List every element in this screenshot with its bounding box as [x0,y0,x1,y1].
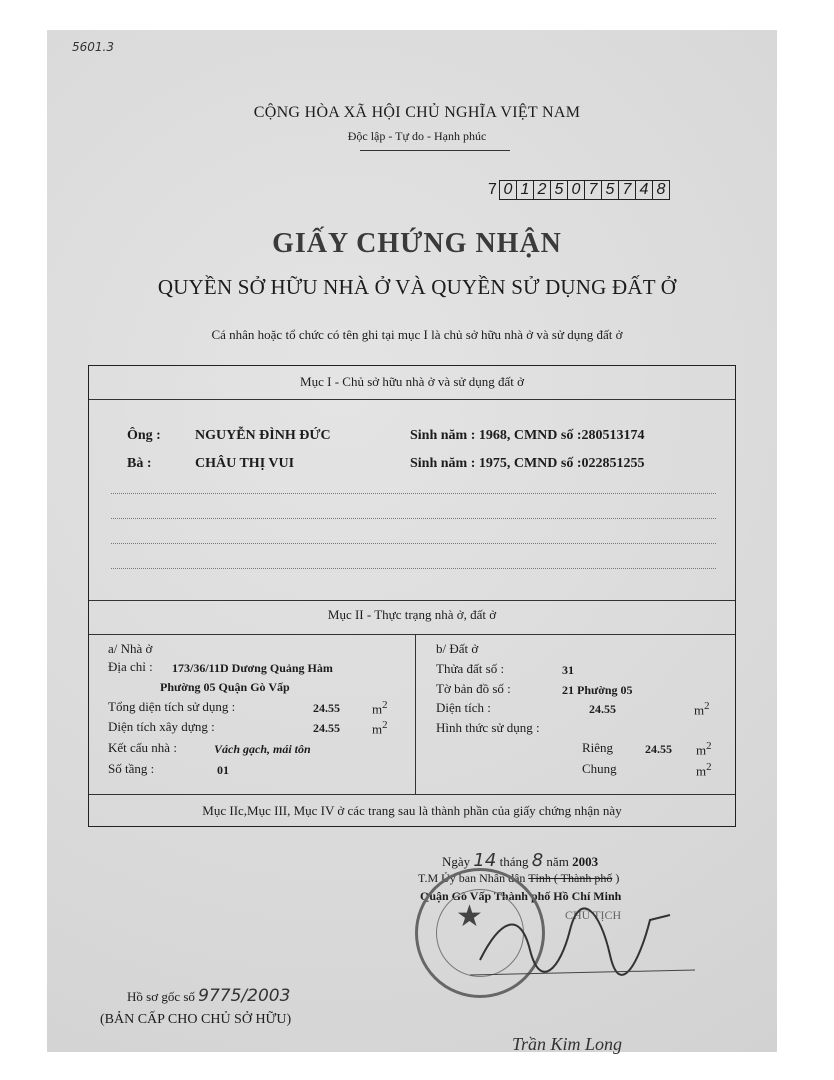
day-label: Ngày [442,854,471,869]
private-value: 24.55 [645,742,672,756]
owner2-title: Bà : [127,456,152,471]
plot-label: Thửa đất số : [436,661,505,676]
usage-label: Hình thức sử dụng : [436,720,540,735]
signer-name: Trần Kim Long [512,1034,623,1054]
owner2-info: Sinh năm : 1975, CMND số :022851255 [410,456,645,471]
area-unit: $m^2$ [696,761,712,779]
document-title: GIẤY CHỨNG NHẬN [272,228,562,259]
serial-digit: 2 [533,180,551,200]
floors-value: 01 [217,763,229,777]
authority-suffix: ) [615,871,620,885]
serial-digit: 1 [516,180,534,200]
build-area-label: Diện tích xây dựng : [108,719,215,734]
land-area-value: 24.55 [589,702,616,716]
motto: Độc lập - Tự do - Hạnh phúc [347,129,487,143]
signer-role: CHỦ TỊCH [565,908,622,922]
corner-note: 5601.3 [72,40,114,54]
unit-text: m [696,742,707,758]
year-value: 2003 [572,854,599,869]
records-label: Hồ sơ gốc số [127,989,195,1004]
map-label: Tờ bản đồ số : [436,681,511,696]
serial-number [488,180,670,200]
signature-scribble [470,900,700,980]
divider [89,600,735,601]
floors-label: Số tầng : [108,761,155,776]
serial-digit: 5 [550,180,568,200]
section1-heading: Mục I - Chủ sở hữu nhà ở và sử dụng đất ở [300,374,524,389]
section2-heading: Mục II - Thực trạng nhà ở, đất ở [327,607,497,622]
address-label: Địa chỉ : [108,659,153,674]
address-line1: 173/36/11D Dương Quảng Hàm [172,661,333,675]
plot-value: 31 [562,663,574,677]
note-text: Mục IIc,Mục III, Mục IV ở các trang sau là thành phần của giấy chứng nhận này [202,803,622,818]
owner1-name: NGUYỄN ĐÌNH ĐỨC [195,428,331,443]
year-label: năm [546,854,569,869]
divider [89,794,735,795]
total-area-label: Tổng diện tích sử dụng : [108,699,236,714]
document-subtitle: QUYỀN SỞ HỮU NHÀ Ở VÀ QUYỀN SỬ DỤNG ĐẤT Ở [157,275,677,299]
serial-digit: 0 [567,180,585,200]
land-label: b/ Đất ở [436,641,479,656]
area-unit: $m^2$ [372,719,388,737]
date-line [442,850,598,871]
unit-text: m [372,701,383,717]
divider [89,399,735,400]
owner1-info: Sinh năm : 1968, CMND số :280513174 [410,428,645,443]
structure-value: Vách gạch, mái tôn [214,742,311,756]
owner1-title: Ông : [127,428,161,443]
records-line [127,986,290,1006]
republic-header: CỘNG HÒA XÃ HỘI CHỦ NGHĨA VIỆT NAM [253,104,581,121]
records-number: 9775/2003 [198,986,291,1006]
serial-digit: 7 [584,180,602,200]
intro-text: Cá nhân hoặc tổ chức có tên ghi tại mục I là chủ sở hữu nhà ở và sử dụng đất ở [211,327,623,342]
unit-text: m [696,763,707,779]
authority-line2: Quận Gò Vấp Thành phố Hồ Chí Minh [420,889,622,903]
address-line2: Phường 05 Quận Gò Vấp [160,680,290,694]
area-unit: $m^2$ [372,699,388,717]
build-area-value: 24.55 [313,721,340,735]
authority-prefix: T.M Ủy ban Nhân dân [418,871,526,885]
land-area-label: Diện tích : [436,700,491,715]
motto-underline [360,150,510,151]
house-label: a/ Nhà ở [108,641,153,656]
total-area-value: 24.55 [313,701,340,715]
serial-digit: 0 [499,180,517,200]
serial-digit: 7 [618,180,636,200]
structure-label: Kết cấu nhà : [108,740,177,755]
serial-digit: 5 [601,180,619,200]
serial-prefix: 7 [488,181,497,198]
map-value: 21 Phường 05 [562,683,633,697]
area-unit: $m^2$ [694,700,710,718]
month-value: 8 [531,850,544,871]
column-divider [415,634,416,794]
private-label: Riêng [582,740,614,755]
star-icon: ★ [456,900,483,933]
serial-digit: 4 [635,180,653,200]
authority-struck: Tỉnh ( Thành phố [528,871,613,885]
unit-text: m [694,702,705,718]
area-unit: $m^2$ [696,740,712,758]
divider [89,634,735,635]
serial-digit: 8 [652,180,670,200]
unit-text: m [372,721,383,737]
shared-label: Chung [582,761,617,776]
month-label: tháng [499,854,529,869]
owner2-name: CHÂU THỊ VUI [195,456,295,471]
day-value: 14 [473,850,497,871]
copy-note: (BẢN CẤP CHO CHỦ SỞ HỮU) [100,1012,292,1027]
